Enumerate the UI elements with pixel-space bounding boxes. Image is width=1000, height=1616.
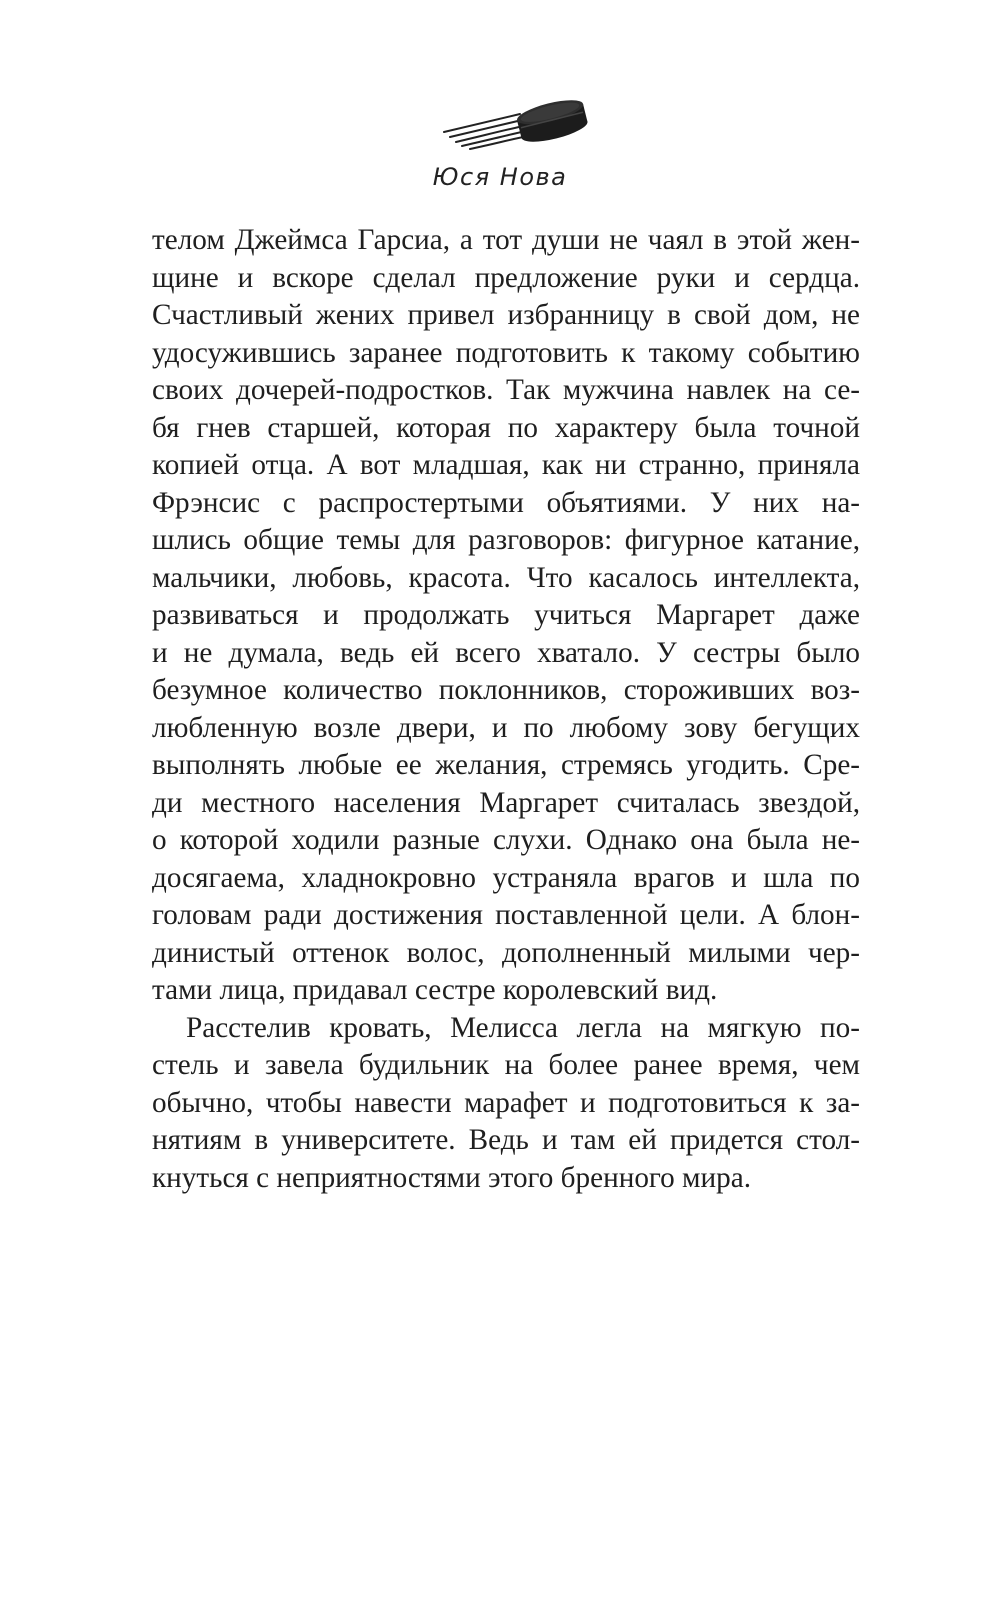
hockey-puck-icon (440, 90, 590, 156)
text-line: кнуться с неприятностями этого бренного мира. (152, 1161, 751, 1194)
text-line: телом Джеймса Гарсиа, а тот души не чаял в этой жен- (152, 224, 860, 256)
text-line: Счастливый жених привел избранницу в свой дом, не (152, 299, 860, 331)
text-line: Фрэнсис с распростертыми объятиями. У них на- (152, 486, 860, 519)
text-line: Расстелив кровать, Мелисса легла на мягкую по- (186, 1011, 860, 1044)
text-line: тами лица, придавал сестре королевский вид. (152, 974, 718, 1006)
running-header (0, 0, 1000, 210)
text-line: щине и вскоре сделал предложение руки и сердца. (152, 261, 860, 294)
text-line: нятиям в университете. Ведь и там ей придется стол- (152, 1124, 860, 1156)
text-line: о которой ходили разные слухи. Однако она была не- (152, 824, 860, 856)
text-line: и не думала, ведь ей всего хватало. У сестры было (152, 636, 860, 669)
text-line: динистый оттенок волос, дополненный милыми чер- (152, 936, 860, 969)
text-line: развиваться и продолжать учиться Маргарет даже (152, 599, 860, 631)
text-line: выполнять любые ее желания, стремясь угодить. Сре- (152, 749, 860, 781)
chapter-text (152, 222, 860, 1197)
text-line: ди местного населения Маргарет считалась звездой, (152, 786, 860, 819)
text-line: безумное количество поклонников, стороживших воз- (152, 674, 860, 706)
text-line: копией отца. А вот младшая, как ни странно, приняла (152, 449, 860, 481)
text-line: стель и завела будильник на более ранее время, чем (152, 1049, 860, 1081)
text-line: своих дочерей-подростков. Так мужчина навлек на се- (152, 374, 860, 406)
text-line: головам ради достижения поставленной цели. А блон- (152, 899, 860, 931)
text-line: обычно, чтобы навести марафет и подготовиться к за- (152, 1086, 860, 1119)
author-name: Юся Нова (432, 163, 568, 191)
text-line: бя гнев старшей, которая по характеру была точной (152, 411, 860, 444)
text-line: мальчики, любовь, красота. Что касалось интеллекта, (152, 561, 860, 594)
text-line: любленную возле двери, и по любому зову бегущих (152, 711, 860, 744)
text-line: удосужившись заранее подготовить к такому событию (152, 336, 860, 369)
text-line: шлись общие темы для разговоров: фигурное катание, (152, 524, 860, 556)
text-line: досягаема, хладнокровно устраняла врагов и шла по (152, 861, 860, 894)
